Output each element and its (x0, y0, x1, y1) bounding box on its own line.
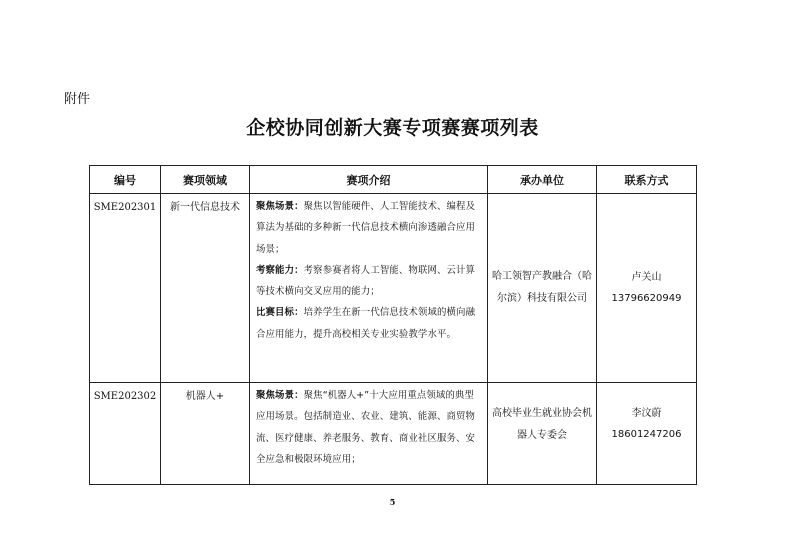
table-row (90, 383, 697, 485)
header-intro: 赛项介绍 (250, 166, 488, 194)
table-header-row (90, 166, 697, 194)
table-row (90, 194, 697, 383)
item-organizer: 哈工领智产教融合（哈尔滨）科技有限公司 (488, 194, 597, 383)
attachment-label: 附件 (64, 92, 91, 107)
item-field: 机器人+ (161, 383, 250, 485)
intro-text: 考察参赛者将人工智能、物联网、云计算等技术横向交叉应用的能力； (256, 264, 476, 298)
intro-text: 培养学生在新一代信息技术领域的横向融合应用能力，提升高校相关专业实验教学水平。 (256, 307, 476, 340)
intro-label: 聚焦场景： (256, 201, 304, 212)
item-contact (597, 194, 697, 383)
item-code: SME202302 (90, 383, 161, 485)
intro-label: 考察能力： (256, 264, 304, 276)
item-organizer: 高校毕业生就业协会机器人专委会 (488, 383, 597, 485)
contact-name: 卢关山 (631, 272, 662, 283)
intro-paragraph (256, 260, 482, 303)
contact-phone: 13796620949 (611, 293, 682, 304)
competition-items-table (89, 165, 697, 485)
intro-text: 聚焦“机器人+”十大应用重点领域的典型应用场景。包括制造业、农业、建筑、能源、商贸物流、医疗健康、养老服务、教育、商业社区服务、安全应急和极限环境应用； (256, 390, 476, 465)
page-number: 5 (389, 497, 396, 507)
intro-paragraph (256, 196, 482, 260)
contact-name: 李汶蔚 (631, 408, 662, 419)
item-field: 新一代信息技术 (161, 194, 250, 383)
item-intro (250, 383, 488, 485)
contact-phone: 18601247206 (611, 429, 682, 440)
header-contact: 联系方式 (597, 166, 697, 194)
intro-paragraph (256, 302, 482, 345)
item-intro (250, 194, 488, 383)
intro-paragraph (256, 385, 482, 470)
document-title: 企校协同创新大赛专项赛赛项列表 (246, 117, 539, 139)
item-code: SME202301 (90, 194, 161, 383)
header-code: 编号 (90, 166, 161, 194)
intro-label: 比赛目标： (256, 307, 304, 319)
item-contact (597, 383, 697, 485)
intro-text: 聚焦以智能硬件、人工智能技术、编程及算法为基础的多种新一代信息技术横向渗透融合应用场景； (256, 201, 476, 255)
intro-label: 聚焦场景： (256, 390, 304, 401)
header-field: 赛项领域 (161, 166, 250, 194)
header-organizer: 承办单位 (488, 166, 597, 194)
